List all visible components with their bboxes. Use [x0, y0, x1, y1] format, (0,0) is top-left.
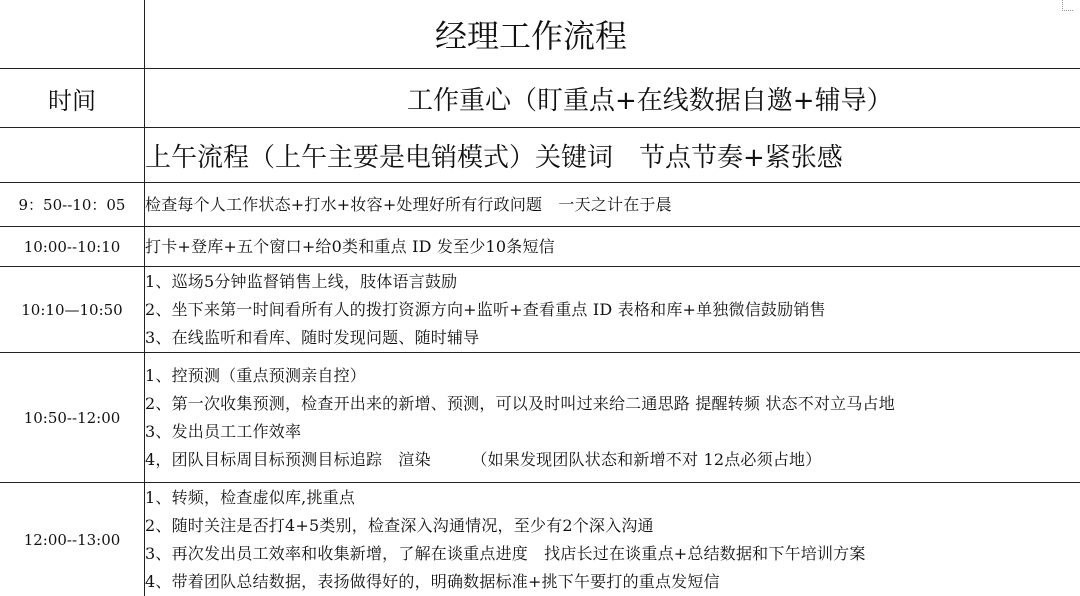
task-line: 检查每个人工作状态+打水+妆容+处理好所有行政问题 一天之计在于晨 [145, 194, 672, 214]
time-cell [0, 227, 144, 266]
time-label: 10:10—10:50 [21, 300, 123, 319]
task-line: 3、再次发出员工效率和收集新增，了解在谈重点进度 找店长过在谈重点+总结数据和下午培训方案 [145, 543, 866, 563]
task-cell [145, 483, 1076, 596]
time-cell [0, 353, 144, 482]
task-line: 2、随时关注是否打4+5类别，检查深入沟通情况，至少有2个深入沟通 [145, 515, 654, 535]
task-line: 1、控预测（重点预测亲自控） [145, 365, 366, 385]
time-label: 10:50--12:00 [23, 408, 121, 427]
time-cell [0, 183, 144, 226]
task-line: 4，团队目标周目标预测目标追踪 渲染 （如果发现团队状态和新增不对 12点必须占地） [145, 449, 822, 469]
task-line: 2、第一次收集预测，检查开出来的新增、预测，可以及时叫过来给二通思路 提醒转频 状态不对立马占地 [145, 393, 895, 413]
time-header-cell [0, 69, 144, 127]
task-cell [145, 267, 1076, 352]
task-line: 2、坐下来第一时间看所有人的拨打资源方向+监听+查看重点 ID 表格和库+单独微信鼓励销售 [145, 299, 826, 319]
task-line: 3、在线监听和看库、随时发现问题、随时辅导 [145, 327, 480, 347]
task-line: 打卡+登库+五个窗口+给0类和重点 ID 发至少10条短信 [145, 236, 555, 256]
task-cell [145, 353, 1076, 482]
task-cell [145, 227, 1076, 266]
focus-header: 工作重心（盯重点+在线数据自邀+辅导） [407, 85, 893, 116]
title-cell [145, 0, 1076, 68]
focus-header-cell [145, 69, 1076, 127]
time-label: 10:00--10:10 [23, 237, 121, 256]
section-cell [145, 128, 1076, 182]
task-line: 3、发出员工工作效率 [145, 421, 302, 441]
time-cell [0, 267, 144, 352]
task-line: 4、带着团队总结数据，表扬做得好的，明确数据标准+挑下午要打的重点发短信 [145, 571, 720, 591]
task-line: 1、转频，检查虚似库,挑重点 [145, 487, 356, 507]
section-heading: 上午流程（上午主要是电销模式）关键词 节点节奏+紧张感 [145, 142, 843, 173]
time-header: 时间 [48, 86, 96, 115]
task-line: 1、巡场5分钟监督销售上线，肢体语言鼓励 [145, 271, 458, 291]
page-title: 经理工作流程 [435, 17, 628, 55]
time-label: 12:00--13:00 [23, 530, 121, 549]
time-cell [0, 483, 144, 596]
task-cell [145, 183, 1076, 226]
time-label: 9：50--10：05 [18, 196, 126, 214]
